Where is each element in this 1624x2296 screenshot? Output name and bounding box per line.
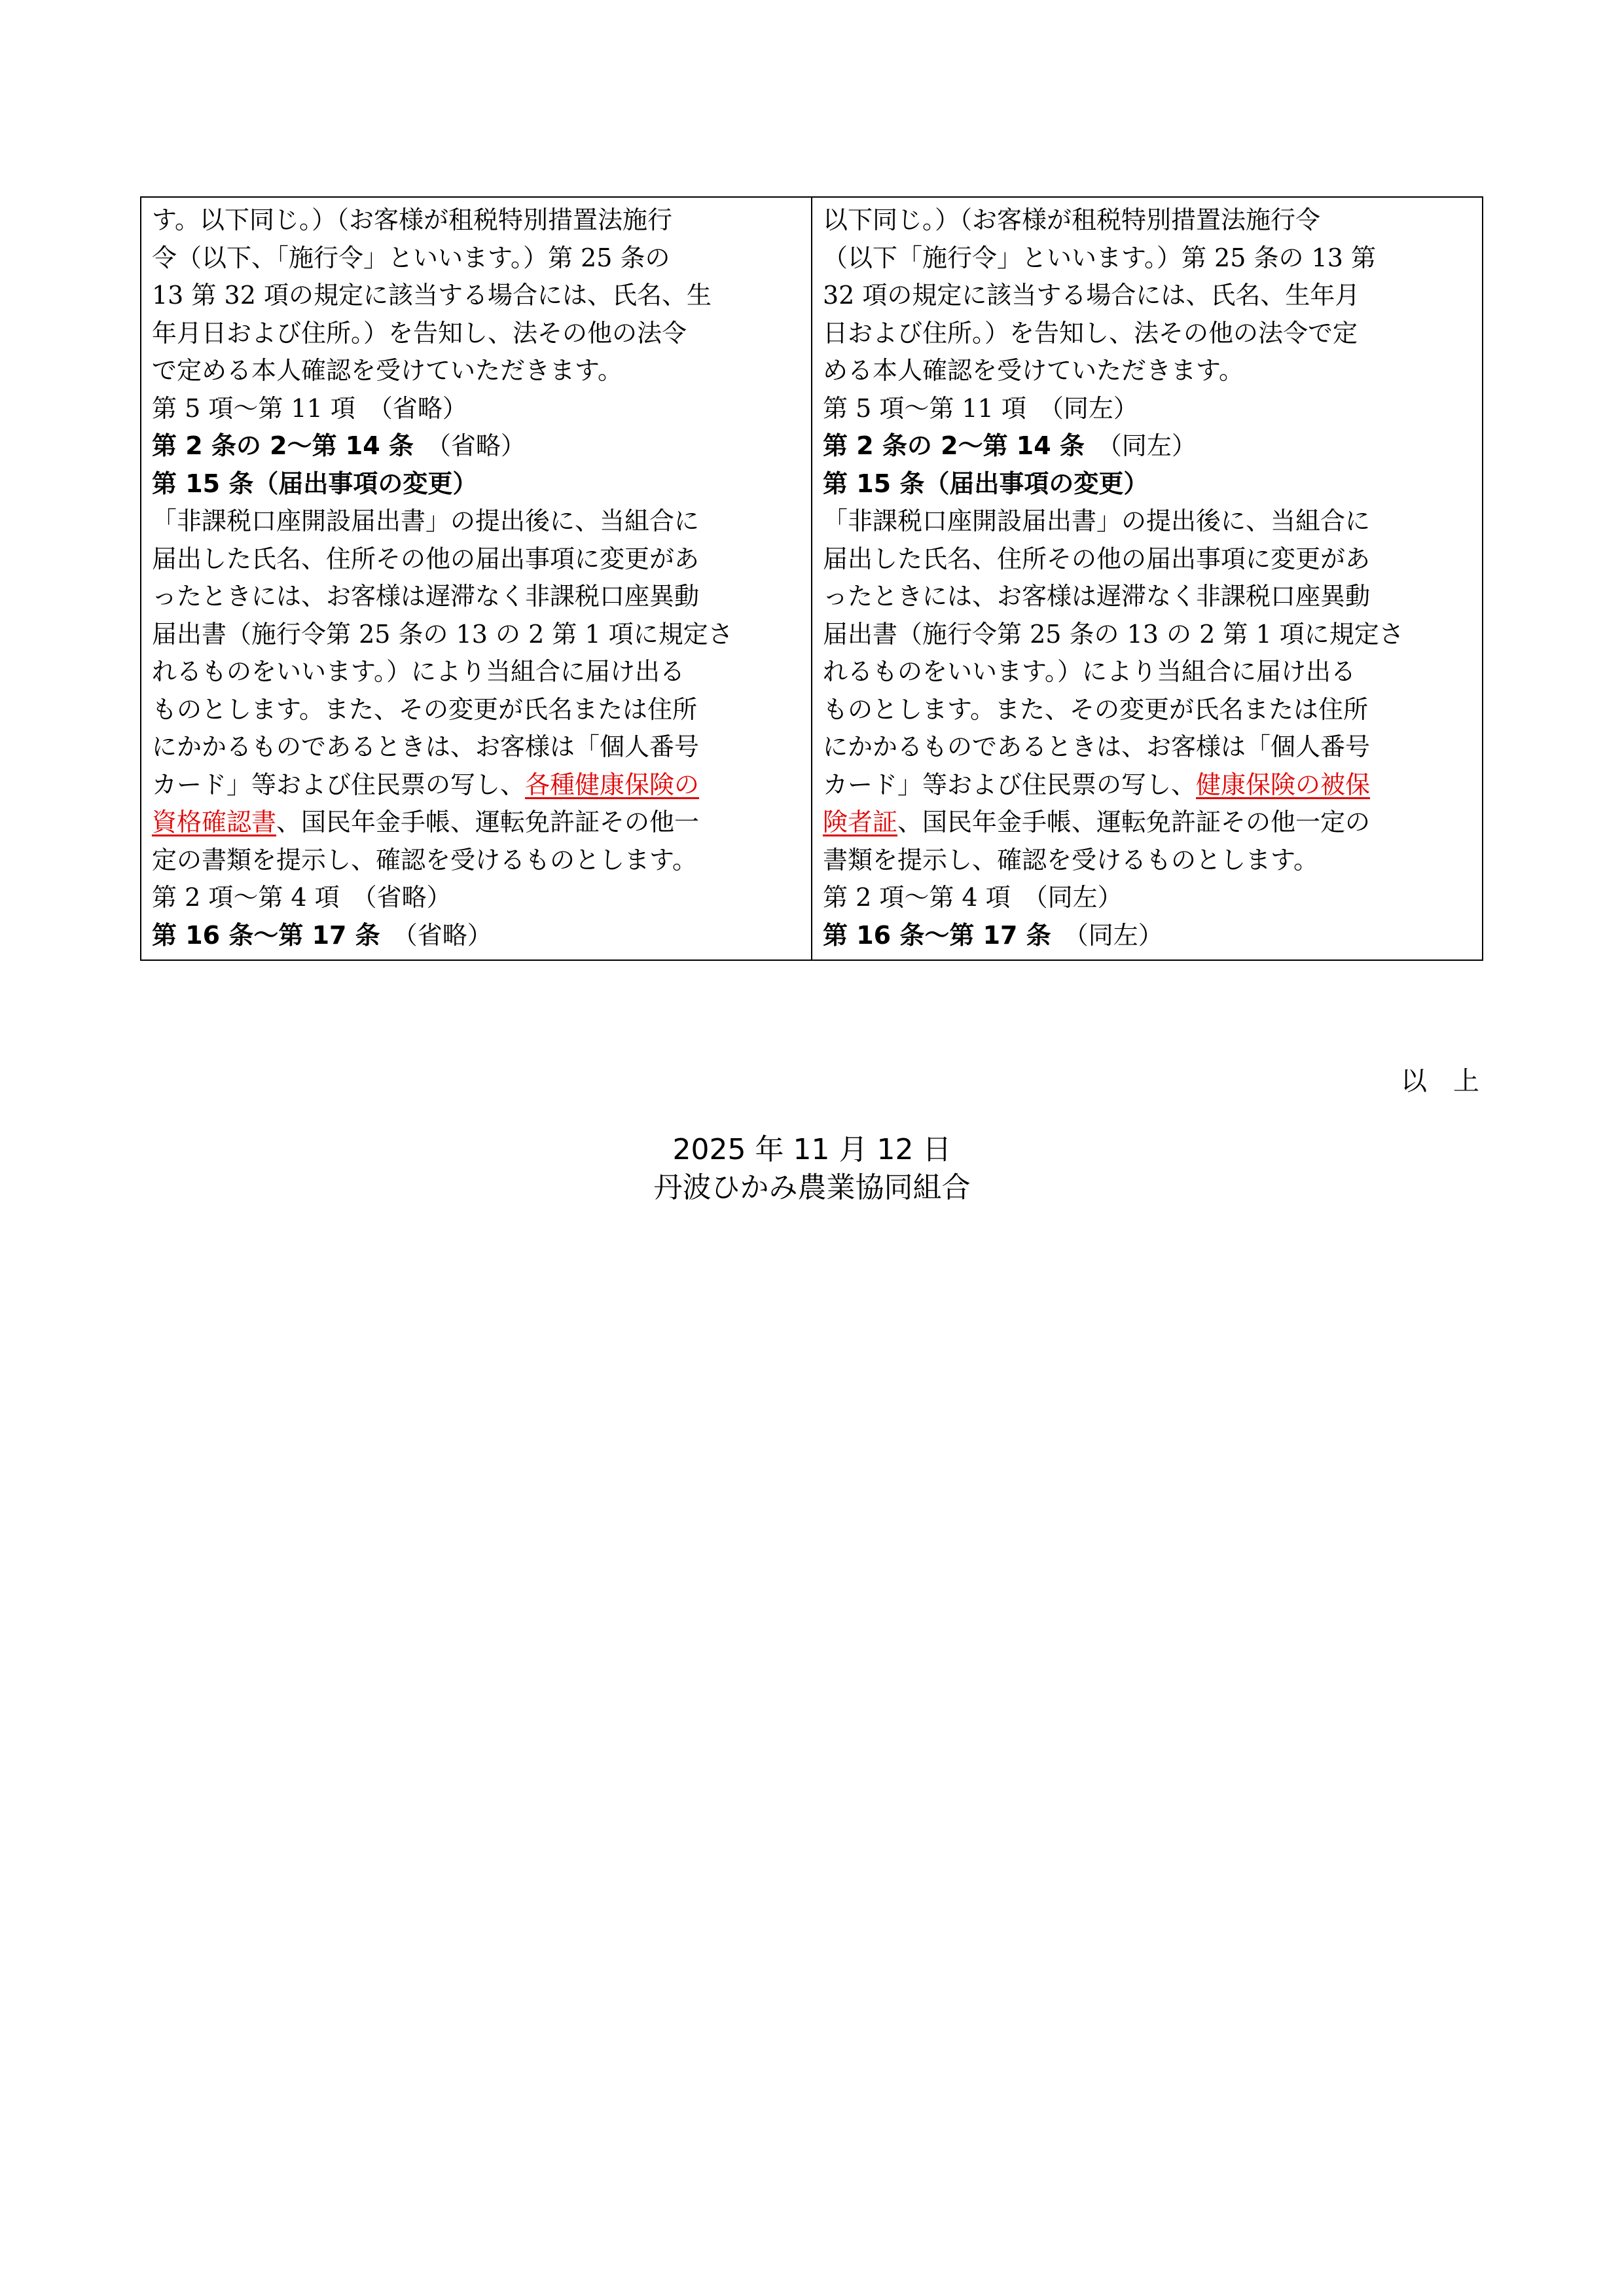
- text-line: [823, 879, 1471, 917]
- article-heading: 第 2 条の 2～第 14 条: [823, 431, 1085, 460]
- text-segment: 「非課税口座開設届出書」の提出後に、当組合に: [823, 507, 1371, 535]
- text-line: [152, 917, 801, 955]
- changed-text: 険者証: [823, 808, 898, 836]
- text-line: [823, 842, 1471, 880]
- text-segment: カード」等および住民票の写し、: [152, 770, 526, 799]
- text-line: [152, 728, 801, 766]
- text-segment: ものとします。また、その変更が氏名または住所: [152, 694, 697, 724]
- text-line: [152, 315, 801, 353]
- text-segment: にかかるものであるときは、お客様は「個人番号: [152, 732, 700, 761]
- text-segment: （省略）: [380, 920, 492, 950]
- issue-date: 2025 年 11 月 12 日: [672, 1133, 952, 1166]
- text-line: [152, 503, 801, 541]
- text-segment: 「非課税口座開設届出書」の提出後に、当組合に: [152, 507, 700, 535]
- text-line: [823, 202, 1471, 240]
- text-segment: （省略）: [413, 431, 526, 460]
- text-segment: 令（以下、「施行令」といいます。）第 25 条の: [152, 243, 670, 272]
- text-line: [823, 653, 1471, 691]
- revised-text-column: [141, 197, 812, 960]
- table-row: [141, 197, 1483, 960]
- text-line: [152, 390, 801, 428]
- text-segment: 第 2 項～第 4 項 （同左）: [823, 883, 1123, 912]
- article-heading: 第 16 条～第 17 条: [823, 920, 1051, 950]
- text-line: [823, 503, 1471, 541]
- text-line: [152, 277, 801, 315]
- text-line: [823, 240, 1471, 278]
- article-heading: 第 15 条（届出事項の変更）: [823, 469, 1149, 498]
- text-segment: 年月日および住所。）を告知し、法その他の法令: [152, 318, 687, 348]
- text-line: [152, 879, 801, 917]
- text-line: [152, 653, 801, 691]
- text-segment: れるものをいいます。）により当組合に届け出る: [152, 657, 685, 686]
- text-segment: にかかるものであるときは、お客様は「個人番号: [823, 732, 1371, 761]
- text-line: [152, 804, 801, 842]
- text-segment: 32 項の規定に該当する場合には、氏名、生年月: [823, 281, 1360, 310]
- article-heading: 第 16 条～第 17 条: [152, 920, 380, 950]
- text-line: [823, 541, 1471, 579]
- text-line: [152, 766, 801, 804]
- text-line: [823, 465, 1471, 503]
- text-segment: ったときには、お客様は遅滞なく非課税口座異動: [152, 582, 700, 611]
- text-line: [823, 277, 1471, 315]
- text-segment: で定める本人確認を受けていただきます。: [152, 356, 623, 385]
- text-line: [823, 804, 1471, 842]
- text-line: [152, 616, 801, 654]
- text-segment: カード」等および住民票の写し、: [823, 770, 1197, 799]
- organization-name: 丹波ひかみ農業協同組合: [653, 1171, 971, 1204]
- text-line: [823, 578, 1471, 616]
- changed-text: 健康保険の被保: [1196, 770, 1371, 799]
- text-segment: 第 5 項～第 11 項 （省略）: [152, 393, 467, 423]
- changed-text: 資格確認書: [152, 808, 277, 836]
- text-segment: （以下「施行令」といいます。）第 25 条の 13 第: [823, 243, 1376, 272]
- text-line: [152, 691, 801, 729]
- text-line: [152, 202, 801, 240]
- text-segment: 届出書（施行令第 25 条の 13 の 2 第 1 項に規定さ: [152, 619, 733, 649]
- text-line: [823, 766, 1471, 804]
- text-segment: 以下同じ。）（お客様が租税特別措置法施行令: [823, 206, 1321, 234]
- text-line: [823, 917, 1471, 955]
- text-line: [152, 541, 801, 579]
- text-segment: 、国民年金手帳、運転免許証その他一: [276, 808, 700, 836]
- text-line: [823, 691, 1471, 729]
- text-line: [152, 578, 801, 616]
- current-text-column: [812, 197, 1483, 960]
- text-line: [152, 427, 801, 465]
- text-segment: 届出した氏名、住所その他の届出事項に変更があ: [152, 544, 700, 573]
- text-segment: 、国民年金手帳、運転免許証その他一定の: [897, 808, 1371, 836]
- text-segment: 届出した氏名、住所その他の届出事項に変更があ: [823, 544, 1371, 573]
- text-line: [152, 465, 801, 503]
- text-line: [823, 390, 1471, 428]
- text-segment: （同左）: [1084, 431, 1197, 460]
- text-segment: 書類を提示し、確認を受けるものとします。: [823, 845, 1318, 874]
- text-line: [823, 315, 1471, 353]
- text-line: [823, 352, 1471, 390]
- text-segment: ったときには、お客様は遅滞なく非課税口座異動: [823, 582, 1371, 611]
- text-line: [152, 352, 801, 390]
- text-segment: れるものをいいます。）により当組合に届け出る: [823, 657, 1356, 686]
- text-line: [823, 616, 1471, 654]
- text-line: [823, 728, 1471, 766]
- text-segment: 13 第 32 項の規定に該当する場合には、氏名、生: [152, 281, 712, 310]
- text-line: [152, 240, 801, 278]
- text-segment: す。以下同じ。）（お客様が租税特別措置法施行: [152, 206, 672, 234]
- text-line: [823, 427, 1471, 465]
- comparison-table: [140, 196, 1483, 961]
- text-segment: 第 2 項～第 4 項 （省略）: [152, 883, 452, 912]
- text-segment: ものとします。また、その変更が氏名または住所: [823, 694, 1368, 724]
- text-segment: める本人確認を受けていただきます。: [823, 356, 1244, 385]
- article-heading: 第 15 条（届出事項の変更）: [152, 469, 478, 498]
- text-line: [152, 842, 801, 880]
- text-segment: 日および住所。）を告知し、法その他の法令で定: [823, 318, 1358, 348]
- closing-mark: 以 上: [1401, 1066, 1479, 1096]
- changed-text: 各種健康保険の: [525, 770, 700, 799]
- article-heading: 第 2 条の 2～第 14 条: [152, 431, 414, 460]
- text-segment: 届出書（施行令第 25 条の 13 の 2 第 1 項に規定さ: [823, 619, 1404, 649]
- text-segment: 第 5 項～第 11 項 （同左）: [823, 393, 1138, 423]
- text-segment: （同左）: [1051, 920, 1163, 950]
- text-segment: 定の書類を提示し、確認を受けるものとします。: [152, 845, 697, 874]
